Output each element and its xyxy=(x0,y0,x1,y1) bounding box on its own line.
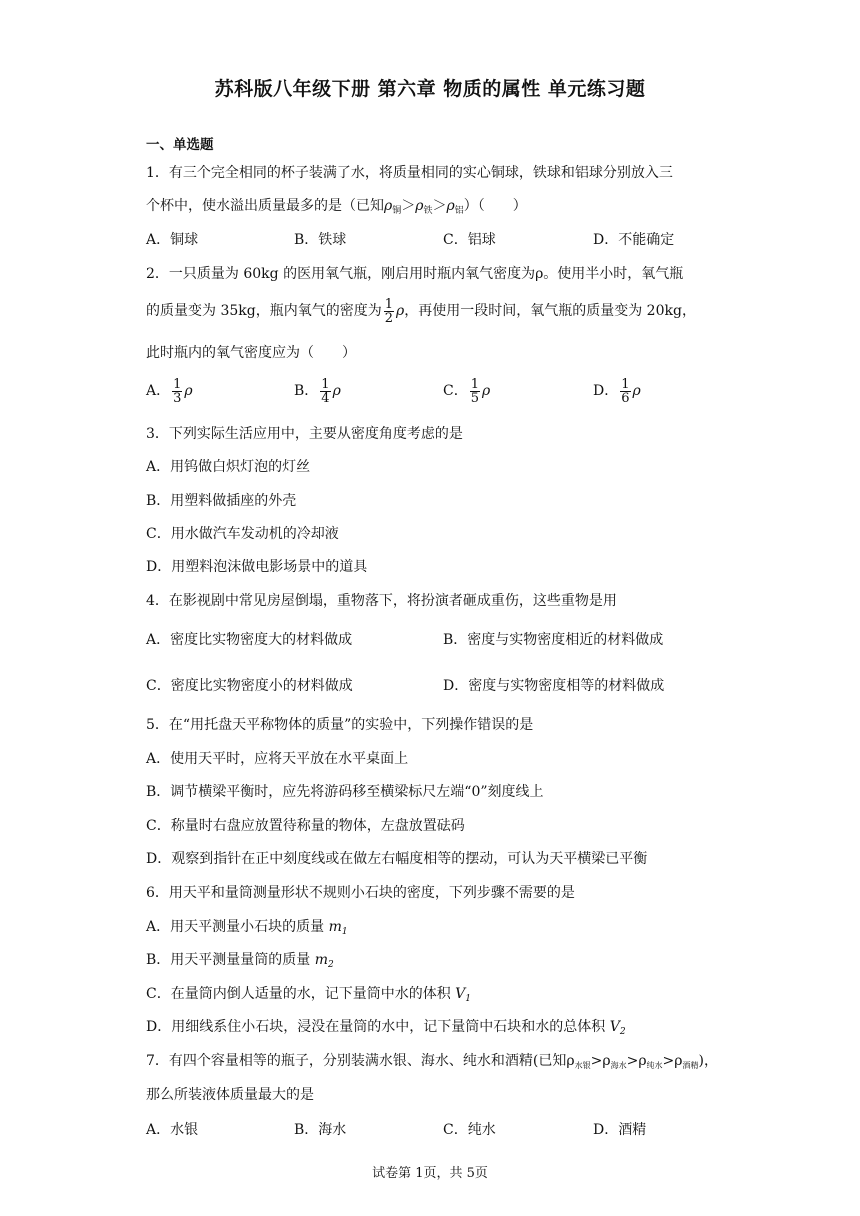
q2-stem-line2: 的质量变为 35kg，瓶内氧气的密度为 $\frac{1}{2}$ ρ，再使用一段时间，氧气瓶的质量变为 20kg， xyxy=(146,296,696,326)
q7-stem-line1: 7．有四个容量相等的瓶子，分别装满水银、海水、纯水和酒精(已知$\rho_{水银}>\rho_{海水}>\rho_{纯水}>\rho_{酒精}$)， xyxy=(146,1053,718,1070)
q1-stem-line1: 1．有三个完全相同的杯子装满了水，将质量相同的实心铜球，铁球和铝球分别放入三 xyxy=(146,165,673,181)
q5-stem: 5．在“用托盘天平称物体的质量”的实验中，下列操作错误的是 xyxy=(146,717,534,733)
q2-stem-line1: 2．一只质量为 60kg 的医用氧气瓶，刚启用时瓶内氧气密度为ρ。使用半小时，氧气瓶 xyxy=(146,266,684,282)
section-heading: 一、单选题 xyxy=(146,137,214,153)
q7-option-a: A．水银 xyxy=(146,1122,199,1138)
q2-stem-line3: 此时瓶内的氧气密度应为（ ） xyxy=(146,345,356,361)
page-footer: 试卷第 1页，共 5页 xyxy=(372,1166,488,1181)
q3-option-c: C．用水做汽车发动机的冷却液 xyxy=(146,526,339,542)
q7-option-b: B．海水 xyxy=(294,1122,347,1138)
q5-option-c: C．称量时右盘应放置待称量的物体，左盘放置砝码 xyxy=(146,818,465,834)
q3-option-a: A．用钨做白炽灯泡的灯丝 xyxy=(146,459,311,475)
q2-option-d: D． $\frac{1}{6}$ ρ xyxy=(593,376,641,406)
q1-option-b: B．铁球 xyxy=(294,232,347,248)
q5-option-d: D．观察到指针在正中刻度线或在做左右幅度相等的摆动，可认为天平横梁已平衡 xyxy=(146,851,648,867)
q4-option-d: D．密度与实物密度相等的材料做成 xyxy=(443,678,665,694)
q4-option-b: B．密度与实物密度相近的材料做成 xyxy=(443,632,664,648)
q3-stem: 3．下列实际生活应用中，主要从密度角度考虑的是 xyxy=(146,426,463,442)
q3-option-b: B．用塑料做插座的外壳 xyxy=(146,493,297,509)
q5-option-a: A．使用天平时，应将天平放在水平桌面上 xyxy=(146,751,409,767)
q6-option-a: A．用天平测量小石块的质量 $m_1$ xyxy=(146,919,348,937)
q7-option-d: D．酒精 xyxy=(593,1122,647,1138)
q2-option-c: C． $\frac{1}{5}$ ρ xyxy=(443,376,491,406)
q6-stem: 6．用天平和量筒测量形状不规则小石块的密度，下列步骤不需要的是 xyxy=(146,885,575,901)
q2-fraction: $\frac{1}{2}$ xyxy=(384,296,393,326)
q4-option-a: A．密度比实物密度大的材料做成 xyxy=(146,632,353,648)
q6-option-c: C．在量筒内倒人适量的水，记下量筒中水的体积 $V_1$ xyxy=(146,986,472,1004)
q5-option-b: B．调节横梁平衡时，应先将游码移至横梁标尺左端“0”刻度线上 xyxy=(146,784,544,800)
q2-option-a: A． $\frac{1}{3}$ ρ xyxy=(146,376,193,406)
q4-option-c: C．密度比实物密度小的材料做成 xyxy=(146,678,353,694)
q1-stem-line2: 个杯中，使水溢出质量最多的是（已知$\rho_铜>\rho_铁>\rho_铝$）（ ） xyxy=(146,198,527,216)
q4-stem: 4．在影视剧中常见房屋倒塌，重物落下，将扮演者砸成重伤，这些重物是用 xyxy=(146,593,617,609)
q3-option-d: D．用塑料泡沫做电影场景中的道具 xyxy=(146,559,368,575)
q1-option-a: A．铜球 xyxy=(146,232,199,248)
q1-option-d: D．不能确定 xyxy=(593,232,675,248)
q7-option-c: C．纯水 xyxy=(443,1122,496,1138)
q7-stem-line2: 那么所装液体质量最大的是 xyxy=(146,1087,314,1103)
q1-option-c: C．铝球 xyxy=(443,232,496,248)
q2-option-b: B． $\frac{1}{4}$ ρ xyxy=(294,376,341,406)
page-title: 苏科版八年级下册 第六章 物质的属性 单元练习题 xyxy=(214,78,646,100)
q6-option-b: B．用天平测量量筒的质量 $m_2$ xyxy=(146,952,334,970)
q6-option-d: D．用细线系住小石块，浸没在量筒的水中，记下量筒中石块和水的总体积 $V_2$ xyxy=(146,1019,626,1037)
